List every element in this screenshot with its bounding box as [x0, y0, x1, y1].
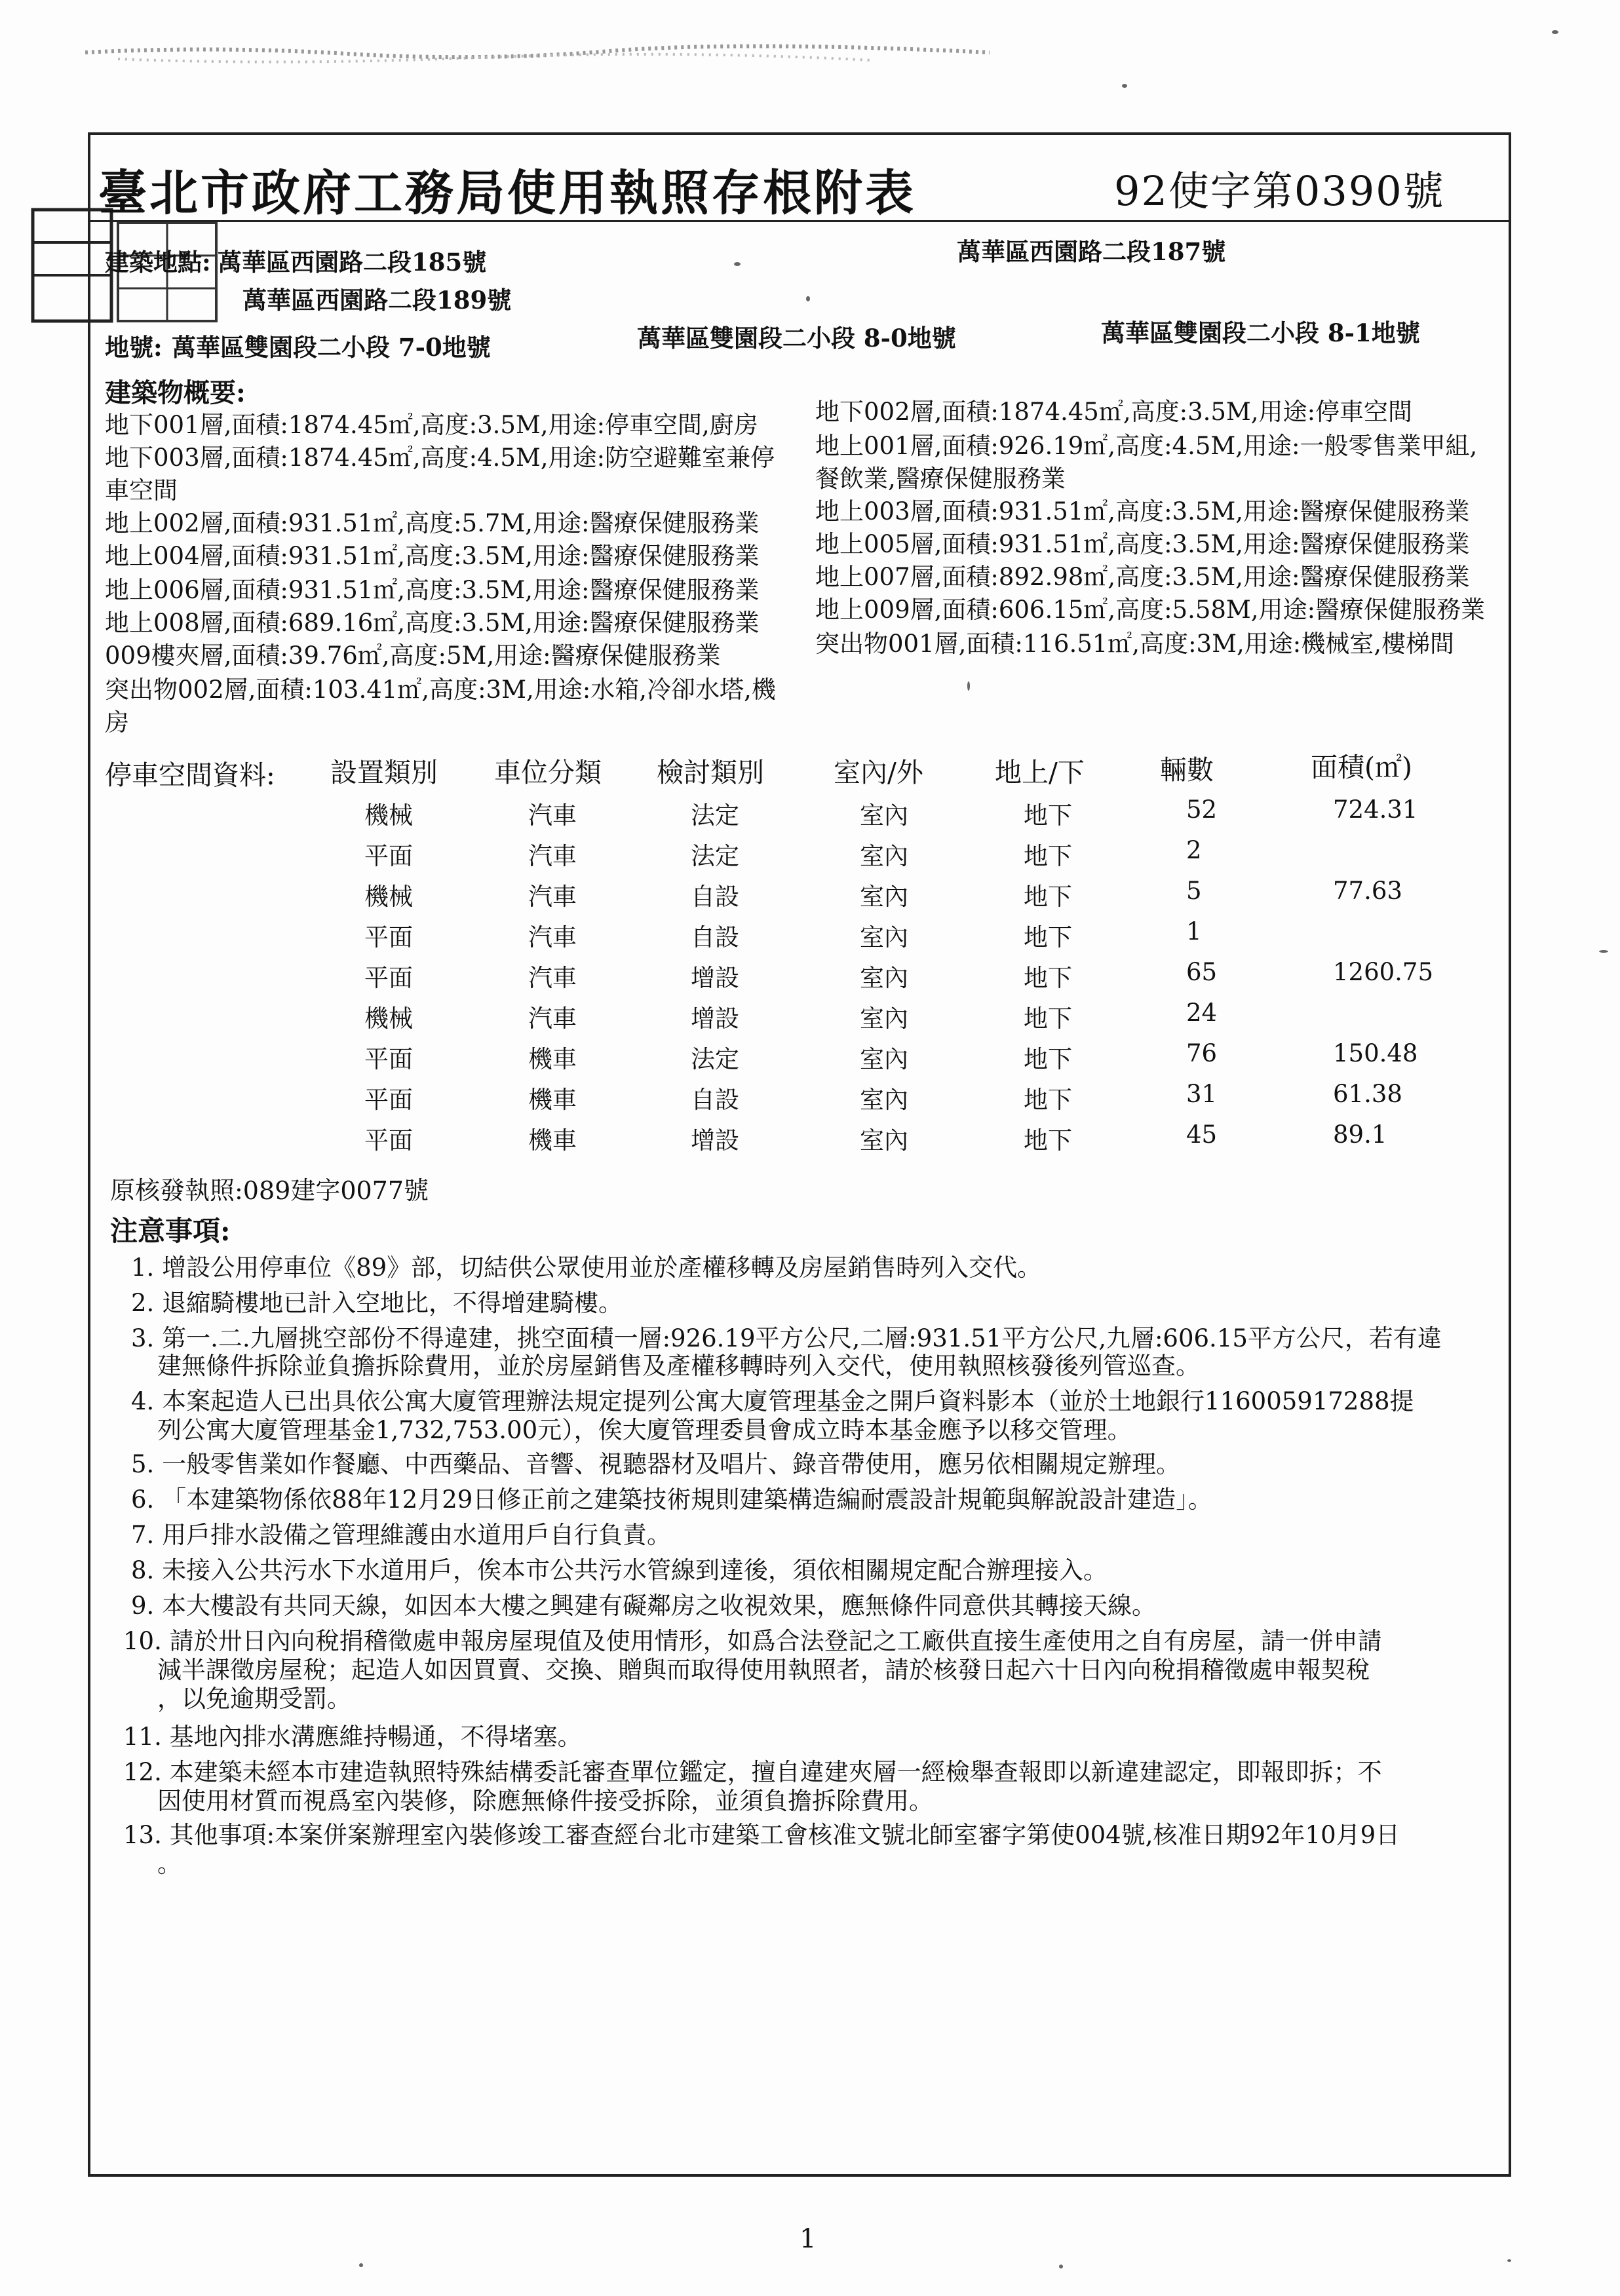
scan-noise: [85, 39, 990, 72]
note-line: 1. 增設公用停車位《89》部，切結供公眾使用並於產權移轉及房屋銷售時列入交代。: [131, 1253, 1042, 1282]
building-left-line: 房: [105, 708, 129, 737]
scan-speck: [359, 2263, 363, 2267]
parking-cell-level: 地下: [1024, 964, 1072, 992]
building-right-line: 突出物001層,面積:116.51㎡,高度:3M,用途:機械室,樓梯間: [815, 630, 1454, 658]
parking-cell-type: 平面: [364, 964, 413, 992]
parking-cell-vehicle: 汽車: [528, 842, 577, 870]
note-line: 5. 一般零售業如作餐廳、中西藥品、音響、視聽器材及唱片、錄音帶使用，應另依相關規定辦理。: [131, 1450, 1181, 1478]
parking-cell-level: 地下: [1024, 1126, 1072, 1155]
parking-cell-vehicle: 汽車: [528, 964, 577, 992]
parking-cell-vehicle: 汽車: [528, 801, 577, 830]
parking-cell-inout: 室內: [860, 883, 908, 911]
parking-cell-vehicle: 機車: [528, 1086, 577, 1114]
parking-cell-inout: 室內: [860, 964, 908, 992]
parking-cell-type: 平面: [364, 923, 413, 951]
parking-header: 面積(㎡): [1311, 752, 1412, 783]
parking-cell-type: 平面: [364, 1086, 413, 1114]
parking-cell-count: 24: [1186, 999, 1218, 1027]
address-line-1b: 萬華區西園路二段187號: [957, 237, 1226, 266]
note-line: 因使用材質而視爲室內裝修，除應無條件接受拆除，並須負擔拆除費用。: [157, 1787, 933, 1815]
parking-cell-count: 5: [1186, 877, 1202, 905]
parking-cell-level: 地下: [1024, 842, 1072, 870]
original-permit: 原核發執照:089建字0077號: [110, 1176, 429, 1205]
parking-cell-count: 1: [1186, 917, 1202, 946]
note-line: 6. 「本建築物係依88年12月29日修正前之建築技術規則建築構造編耐震設計規範與解說設計建造」。: [131, 1485, 1212, 1514]
parking-cell-inout: 室內: [860, 1045, 908, 1073]
parking-cell-review: 法定: [691, 1045, 739, 1073]
parking-cell-vehicle: 機車: [528, 1045, 577, 1073]
building-left-line: 地上004層,面積:931.51㎡,高度:3.5M,用途:醫療保健服務業: [105, 542, 760, 570]
parking-cell-level: 地下: [1024, 1004, 1072, 1033]
building-right-line: 地上009層,面積:606.15㎡,高度:5.58M,用途:醫療保健服務業: [815, 596, 1486, 624]
parking-cell-type: 平面: [364, 842, 413, 870]
parking-cell-level: 地下: [1024, 923, 1072, 951]
building-right-line: 餐飲業,醫療保健服務業: [815, 465, 1066, 493]
note-line: 。: [157, 1850, 182, 1878]
building-left-line: 地上008層,面積:689.16㎡,高度:3.5M,用途:醫療保健服務業: [105, 609, 760, 637]
parking-cell-review: 法定: [691, 801, 739, 830]
note-line: 列公寓大廈管理基金1,732,753.00元），俟大廈管理委員會成立時本基金應予以移交管理。: [157, 1416, 1132, 1444]
parking-cell-type: 機械: [364, 1004, 413, 1033]
parking-cell-inout: 室內: [860, 1004, 908, 1033]
building-left-line: 突出物002層,面積:103.41㎡,高度:3M,用途:水箱,冷卻水塔,機: [105, 676, 776, 704]
scan-speck: [967, 681, 970, 691]
parking-header: 設置類別: [330, 757, 438, 788]
note-line: 12. 本建築未經本市建造執照特殊結構委託審查單位鑑定，擅自違建夾層一經檢舉查報即以新違建認定，即報即拆；不: [123, 1758, 1382, 1786]
parking-cell-count: 45: [1186, 1120, 1218, 1149]
parking-header: 檢討類別: [657, 757, 764, 788]
parking-cell-type: 機械: [364, 801, 413, 830]
parking-cell-inout: 室內: [860, 842, 908, 870]
address-line-1a: 萬華區西園路二段185號: [218, 248, 487, 277]
parking-cell-level: 地下: [1024, 883, 1072, 911]
parking-cell-type: 平面: [364, 1045, 413, 1073]
parking-cell-inout: 室內: [860, 1126, 908, 1155]
page-title: 臺北市政府工務局使用執照存根附表: [98, 165, 916, 221]
parking-cell-count: 76: [1186, 1039, 1218, 1067]
parking-cell-review: 法定: [691, 842, 739, 870]
parking-cell-area: 150.48: [1333, 1039, 1418, 1067]
scan-speck: [1599, 950, 1608, 953]
building-left-line: 地下003層,面積:1874.45㎡,高度:4.5M,用途:防空避難室兼停: [105, 444, 775, 472]
parking-cell-inout: 室內: [860, 1086, 908, 1114]
parking-cell-review: 自設: [691, 1086, 739, 1114]
parking-cell-type: 平面: [364, 1126, 413, 1155]
note-line: 減半課徵房屋稅；起造人如因買賣、交換、贈與而取得使用執照者，請於核發日起六十日內向稅捐稽徵處申報契稅: [157, 1656, 1370, 1684]
note-line: ，以免逾期受罰。: [157, 1685, 351, 1713]
note-line: 8. 未接入公共污水下水道用戶，俟本市公共污水管線到達後，須依相關規定配合辦理接入。: [131, 1556, 1108, 1584]
parking-cell-vehicle: 汽車: [528, 1004, 577, 1033]
parking-header: 輛數: [1160, 754, 1214, 786]
scan-speck: [1552, 30, 1558, 34]
building-right-line: 地上005層,面積:931.51㎡,高度:3.5M,用途:醫療保健服務業: [815, 530, 1470, 558]
parking-cell-vehicle: 汽車: [528, 923, 577, 951]
parking-cell-review: 自設: [691, 923, 739, 951]
notes-heading: 注意事項:: [110, 1215, 231, 1247]
parking-cell-review: 增設: [691, 964, 739, 992]
permit-number: 92使字第0390號: [1114, 167, 1445, 215]
lot-item: 萬華區雙園段二小段 8-1地號: [1101, 318, 1420, 347]
parking-cell-type: 機械: [364, 883, 413, 911]
parking-cell-count: 31: [1186, 1080, 1218, 1108]
note-line: 2. 退縮騎樓地已計入空地比，不得增建騎樓。: [131, 1289, 623, 1317]
parking-cell-review: 自設: [691, 883, 739, 911]
parking-cell-level: 地下: [1024, 1045, 1072, 1073]
scan-speck: [1059, 2265, 1063, 2268]
building-left-line: 009樓夾層,面積:39.76㎡,高度:5M,用途:醫療保健服務業: [105, 641, 721, 670]
note-line: 9. 本大樓設有共同天線，如因本大樓之興建有礙鄰房之收視效果，應無條件同意供其轉接天線。: [131, 1592, 1157, 1620]
page-number: 1: [800, 2224, 817, 2254]
parking-cell-level: 地下: [1024, 801, 1072, 830]
parking-cell-review: 增設: [691, 1126, 739, 1155]
title-divider: [88, 220, 1511, 222]
note-line: 10. 請於卅日內向稅捐稽徵處申報房屋現值及使用情形，如爲合法登記之工廠供直接生產使用之自有房屋，請一併申請: [123, 1627, 1382, 1655]
note-line: 13. 其他事項:本案併案辦理室內裝修竣工審查經台北市建築工會核准文號北師室審字第使004號,核准日期92年10月9日: [123, 1821, 1400, 1849]
lot-item: 萬華區雙園段二小段 8-0地號: [637, 324, 956, 353]
scan-speck: [1507, 2259, 1511, 2262]
parking-cell-level: 地下: [1024, 1086, 1072, 1114]
parking-cell-area: 724.31: [1333, 795, 1418, 824]
parking-header: 室內/外: [834, 757, 923, 788]
note-line: 3. 第一.二.九層挑空部份不得違建，挑空面積一層:926.19平方公尺,二層:931.51平方公尺,九層:606.15平方公尺，若有違: [131, 1324, 1442, 1352]
parking-cell-vehicle: 汽車: [528, 883, 577, 911]
address-line-2: 萬華區西園路二段189號: [242, 286, 512, 315]
scan-speck: [806, 296, 810, 301]
parking-cell-count: 2: [1186, 836, 1202, 864]
parking-cell-area: 1260.75: [1333, 958, 1434, 986]
lot-label: 地號:: [105, 333, 163, 362]
parking-cell-inout: 室內: [860, 801, 908, 830]
parking-cell-inout: 室內: [860, 923, 908, 951]
building-right-line: 地上003層,面積:931.51㎡,高度:3.5M,用途:醫療保健服務業: [815, 497, 1470, 526]
note-line: 建無條件拆除並負擔拆除費用，並於房屋銷售及產權移轉時列入交代，使用執照核發後列管巡查。: [157, 1352, 1200, 1380]
building-right-line: 地下002層,面積:1874.45㎡,高度:3.5M,用途:停車空間: [815, 398, 1413, 426]
parking-header: 地上/下: [995, 757, 1085, 788]
building-left-line: 地上002層,面積:931.51㎡,高度:5.7M,用途:醫療保健服務業: [105, 509, 760, 537]
parking-header: 車位分類: [494, 757, 602, 788]
scan-speck: [1122, 84, 1127, 88]
note-line: 11. 基地內排水溝應維持暢通，不得堵塞。: [123, 1723, 582, 1751]
address-label: 建築地點:: [105, 248, 211, 277]
parking-cell-area: 77.63: [1333, 877, 1402, 905]
parking-cell-review: 增設: [691, 1004, 739, 1033]
building-heading: 建築物概要:: [105, 377, 246, 408]
parking-cell-area: 61.38: [1333, 1080, 1402, 1108]
note-line: 7. 用戶排水設備之管理維護由水道用戶自行負責。: [131, 1521, 672, 1549]
parking-cell-vehicle: 機車: [528, 1126, 577, 1155]
note-line: 4. 本案起造人已出具依公寓大廈管理辦法規定提列公寓大廈管理基金之開戶資料影本（並於土地銀行116005917288提: [131, 1387, 1414, 1415]
scan-speck: [734, 262, 741, 266]
parking-label: 停車空間資料:: [105, 759, 275, 791]
building-left-line: 地下001層,面積:1874.45㎡,高度:3.5M,用途:停車空間,廚房: [105, 411, 758, 439]
parking-cell-count: 52: [1186, 795, 1218, 824]
lot-item: 萬華區雙園段二小段 7-0地號: [172, 333, 491, 362]
building-left-line: 地上006層,面積:931.51㎡,高度:3.5M,用途:醫療保健服務業: [105, 576, 760, 604]
building-left-line: 車空間: [105, 476, 178, 505]
building-right-line: 地上007層,面積:892.98㎡,高度:3.5M,用途:醫療保健服務業: [815, 563, 1470, 591]
parking-cell-count: 65: [1186, 958, 1218, 986]
parking-cell-area: 89.1: [1333, 1120, 1387, 1149]
building-right-line: 地上001層,面積:926.19㎡,高度:4.5M,用途:一般零售業甲組,: [815, 432, 1478, 460]
